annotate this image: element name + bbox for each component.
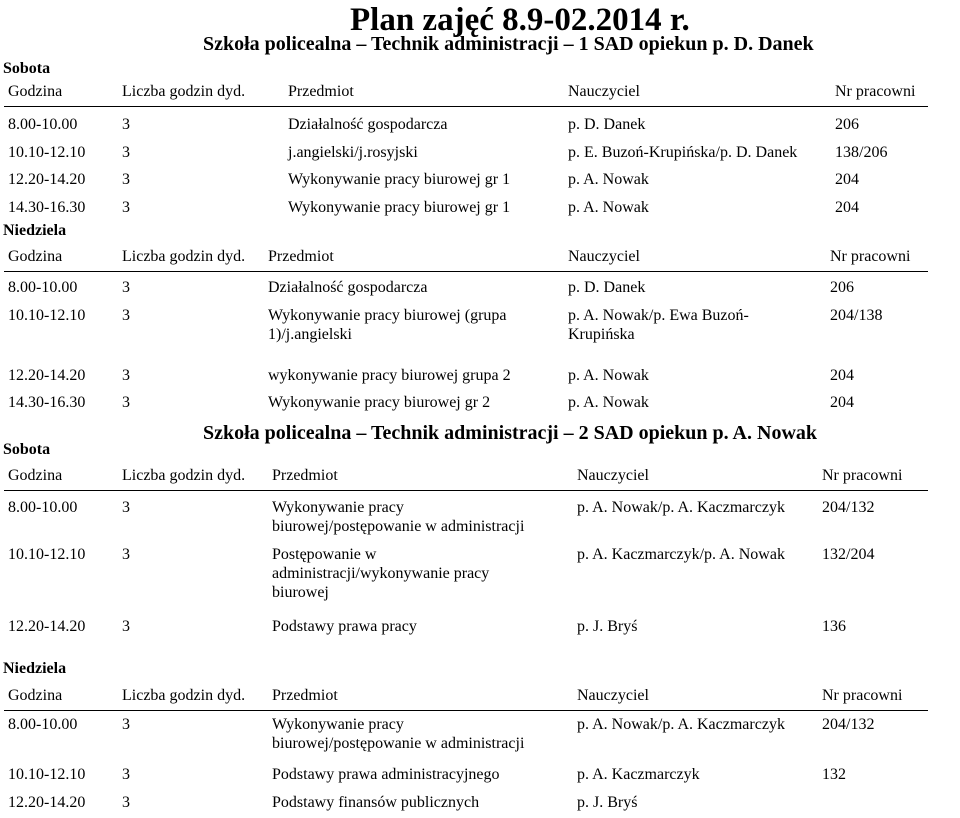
header-divider <box>4 106 928 107</box>
day-label: Niedziela <box>3 222 67 239</box>
cell-teacher: p. A. Nowak/p. A. Kaczmarczyk <box>577 499 785 516</box>
cell-teacher: p. J. Bryś <box>577 794 638 811</box>
cell-count: 3 <box>122 307 130 324</box>
column-header-subject: Przedmiot <box>288 83 354 100</box>
column-header-teacher: Nauczyciel <box>568 83 640 100</box>
cell-subject: Podstawy prawa administracyjnego <box>272 766 500 783</box>
cell-hours: 14.30-16.30 <box>8 394 86 411</box>
cell-subject: Działalność gospodarcza <box>268 279 428 296</box>
document-title: Plan zajęć 8.9-02.2014 r. <box>350 2 690 38</box>
cell-hours: 14.30-16.30 <box>8 199 86 216</box>
cell-subject: administracji/wykonywanie pracy <box>272 565 490 582</box>
header-divider <box>4 271 928 272</box>
cell-count: 3 <box>122 116 130 133</box>
header-divider <box>4 490 928 491</box>
cell-room: 204/132 <box>822 716 875 733</box>
cell-hours: 8.00-10.00 <box>8 279 78 296</box>
column-header-room: Nr pracowni <box>822 687 903 704</box>
cell-room: 204/138 <box>830 307 883 324</box>
cell-count: 3 <box>122 766 130 783</box>
cell-room: 132/204 <box>822 546 875 563</box>
cell-hours: 8.00-10.00 <box>8 116 78 133</box>
cell-teacher: Krupińska <box>568 326 635 343</box>
cell-hours: 8.00-10.00 <box>8 716 78 733</box>
cell-subject: Wykonywanie pracy biurowej gr 2 <box>268 394 491 411</box>
cell-count: 3 <box>122 144 130 161</box>
cell-room: 204 <box>830 367 854 384</box>
cell-count: 3 <box>122 618 130 635</box>
cell-hours: 12.20-14.20 <box>8 794 86 811</box>
cell-count: 3 <box>122 394 130 411</box>
cell-hours: 10.10-12.10 <box>8 144 86 161</box>
cell-hours: 8.00-10.00 <box>8 499 78 516</box>
column-header-hours: Godzina <box>8 467 63 484</box>
cell-room: 138/206 <box>835 144 888 161</box>
column-header-room: Nr pracowni <box>822 467 903 484</box>
cell-subject: Postępowanie w <box>272 546 377 563</box>
cell-hours: 10.10-12.10 <box>8 766 86 783</box>
cell-subject: Podstawy prawa pracy <box>272 618 417 635</box>
cell-count: 3 <box>122 794 130 811</box>
cell-count: 3 <box>122 546 130 563</box>
cell-room: 136 <box>822 618 846 635</box>
cell-teacher: p. A. Nowak <box>568 199 649 216</box>
column-header-count: Liczba godzin dyd. <box>122 467 246 484</box>
cell-subject: biurowej/postępowanie w administracji <box>272 518 525 535</box>
cell-teacher: p. D. Danek <box>568 279 646 296</box>
column-header-hours: Godzina <box>8 248 63 265</box>
cell-count: 3 <box>122 171 130 188</box>
cell-subject: Działalność gospodarcza <box>288 116 448 133</box>
column-header-subject: Przedmiot <box>272 467 338 484</box>
day-label: Sobota <box>3 60 51 77</box>
cell-teacher: p. A. Nowak/p. A. Kaczmarczyk <box>577 716 785 733</box>
column-header-count: Liczba godzin dyd. <box>122 83 246 100</box>
cell-subject: Wykonywanie pracy <box>272 499 404 516</box>
day-label: Sobota <box>3 441 51 458</box>
cell-hours: 12.20-14.20 <box>8 618 86 635</box>
cell-hours: 12.20-14.20 <box>8 367 86 384</box>
cell-room: 206 <box>835 116 859 133</box>
column-header-count: Liczba godzin dyd. <box>122 687 246 704</box>
column-header-teacher: Nauczyciel <box>568 248 640 265</box>
column-header-subject: Przedmiot <box>268 248 334 265</box>
cell-count: 3 <box>122 199 130 216</box>
cell-count: 3 <box>122 716 130 733</box>
cell-subject: j.angielski/j.rosyjski <box>288 144 418 161</box>
column-header-room: Nr pracowni <box>830 248 911 265</box>
cell-subject: wykonywanie pracy biurowej grupa 2 <box>268 367 511 384</box>
cell-subject: Podstawy finansów publicznych <box>272 794 480 811</box>
cell-subject: Wykonywanie pracy <box>272 716 404 733</box>
cell-count: 3 <box>122 279 130 296</box>
day-label: Niedziela <box>3 660 67 677</box>
cell-room: 204 <box>835 199 859 216</box>
cell-count: 3 <box>122 367 130 384</box>
column-header-teacher: Nauczyciel <box>577 687 649 704</box>
cell-teacher: p. A. Nowak/p. Ewa Buzoń- <box>568 307 749 324</box>
column-header-hours: Godzina <box>8 83 63 100</box>
cell-teacher: p. A. Kaczmarczyk <box>577 766 700 783</box>
cell-subject: Wykonywanie pracy biurowej (grupa <box>268 307 507 324</box>
cell-teacher: p. E. Buzoń-Krupińska/p. D. Danek <box>568 144 798 161</box>
column-header-room: Nr pracowni <box>835 83 916 100</box>
cell-subject: 1)/j.angielski <box>268 326 352 343</box>
cell-count: 3 <box>122 499 130 516</box>
column-header-subject: Przedmiot <box>272 687 338 704</box>
section-heading: Szkoła policealna – Technik administracji – 1 SAD opiekun p. D. Danek <box>203 33 814 55</box>
cell-teacher: p. J. Bryś <box>577 618 638 635</box>
header-divider <box>4 710 928 711</box>
cell-subject: Wykonywanie pracy biurowej gr 1 <box>288 199 511 216</box>
cell-teacher: p. A. Nowak <box>568 394 649 411</box>
cell-room: 204 <box>830 394 854 411</box>
cell-room: 204 <box>835 171 859 188</box>
cell-teacher: p. A. Nowak <box>568 171 649 188</box>
cell-subject: biurowej <box>272 584 329 601</box>
cell-hours: 12.20-14.20 <box>8 171 86 188</box>
cell-room: 206 <box>830 279 854 296</box>
cell-room: 132 <box>822 766 846 783</box>
cell-teacher: p. A. Kaczmarczyk/p. A. Nowak <box>577 546 785 563</box>
section-heading: Szkoła policealna – Technik administracji – 2 SAD opiekun p. A. Nowak <box>203 422 818 444</box>
cell-subject: Wykonywanie pracy biurowej gr 1 <box>288 171 511 188</box>
column-header-teacher: Nauczyciel <box>577 467 649 484</box>
column-header-count: Liczba godzin dyd. <box>122 248 246 265</box>
cell-hours: 10.10-12.10 <box>8 546 86 563</box>
cell-hours: 10.10-12.10 <box>8 307 86 324</box>
cell-subject: biurowej/postępowanie w administracji <box>272 735 525 752</box>
column-header-hours: Godzina <box>8 687 63 704</box>
cell-teacher: p. D. Danek <box>568 116 646 133</box>
cell-teacher: p. A. Nowak <box>568 367 649 384</box>
cell-room: 204/132 <box>822 499 875 516</box>
